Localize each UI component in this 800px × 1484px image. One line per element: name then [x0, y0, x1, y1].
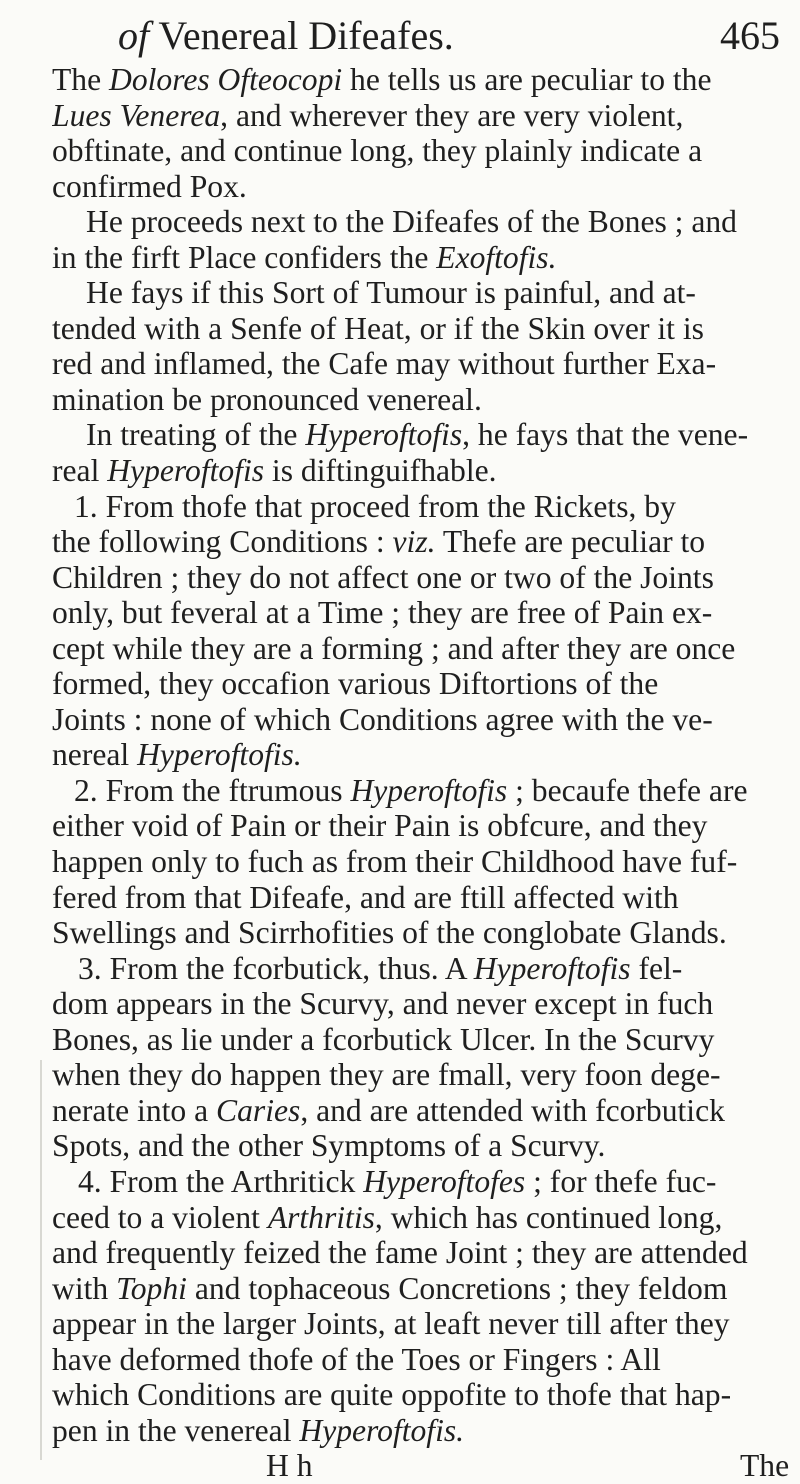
italic-text: Dolores Ofteocopi	[109, 62, 343, 97]
text-line	[52, 1093, 792, 1129]
gutter-shadow	[40, 1060, 42, 1460]
text-line	[52, 98, 792, 134]
text-line	[52, 1164, 792, 1200]
text-run: fered from that Difeafe, and are ftill affected with	[52, 879, 679, 915]
text-line	[52, 1128, 792, 1164]
text-run: , he fays that the vene-	[462, 417, 749, 453]
text-run: ceed to a violent	[52, 1199, 268, 1235]
text-run: , which has continued long,	[374, 1199, 723, 1235]
text-run: and frequently feized the fame Joint ; they are attended	[52, 1235, 748, 1271]
catchword: The	[740, 1448, 790, 1484]
text-run: 4. From the Arthritick	[78, 1163, 364, 1199]
text-run: real	[52, 453, 108, 489]
italic-text: Lues Venerea	[52, 97, 221, 133]
text-run: happen only to fuch as from their Childhood have fuf-	[52, 844, 738, 880]
text-line	[52, 311, 792, 347]
text-line	[52, 382, 792, 418]
text-run: The	[52, 62, 110, 97]
running-header	[100, 10, 780, 62]
text-run: appear in the larger Joints, at leaft never till after they	[52, 1306, 730, 1342]
text-line	[52, 204, 792, 240]
text-run: confirmed Pox.	[52, 168, 247, 204]
text-line	[52, 62, 792, 98]
italic-text: Hyperoftofis	[305, 417, 463, 453]
italic-text: Hyperoftofis.	[137, 737, 302, 773]
text-line	[52, 524, 792, 560]
italic-text: Caries	[216, 1092, 301, 1128]
text-line	[52, 702, 792, 738]
text-line	[52, 453, 792, 489]
text-run: 3. From the fcorbutick, thus. A	[78, 950, 474, 986]
text-run: cept while they are a forming ; and after they are once	[52, 630, 736, 666]
text-line	[52, 631, 792, 667]
text-run: Children ; they do not affect one or two of the Joints	[52, 559, 714, 595]
text-run: is diftinguifhable.	[264, 453, 497, 489]
text-run: formed, they occafion various Diftortions of the	[52, 666, 659, 702]
text-line	[52, 808, 792, 844]
text-line	[52, 666, 792, 702]
text-run: pen in the venereal	[52, 1412, 300, 1448]
italic-text: Hyperoftofis	[350, 772, 508, 808]
text-line	[52, 1413, 792, 1449]
text-run: ; for thefe fuc-	[525, 1163, 717, 1199]
text-line	[52, 1342, 792, 1378]
text-line	[52, 1200, 792, 1236]
text-run: He fays if this Sort of Tumour is painful, and at-	[86, 275, 696, 311]
text-run: , and are attended with fcorbutick	[300, 1092, 725, 1128]
text-line	[52, 880, 792, 916]
italic-text: Tophi	[116, 1270, 187, 1306]
text-run: red and inflamed, the Cafe may without further Exa-	[52, 346, 717, 382]
text-run: tended with a Senfe of Heat, or if the Skin over it is	[52, 310, 704, 346]
text-run: 2. From the ftrumous	[74, 772, 351, 808]
text-line	[52, 595, 792, 631]
text-line	[52, 915, 792, 951]
text-run: , and wherever they are very violent,	[220, 97, 684, 133]
text-run: when they do happen they are fmall, very foon dege-	[52, 1057, 721, 1093]
italic-text: Hyperoftofis	[107, 453, 265, 489]
text-run: 1. From thofe that proceed from the Rickets, by	[74, 488, 676, 524]
running-title	[118, 10, 454, 62]
running-title-text: Venereal Difeafes.	[158, 13, 454, 58]
text-line	[52, 133, 792, 169]
text-run: nereal	[52, 737, 138, 773]
text-line	[52, 1271, 792, 1307]
text-run: obftinate, and continue long, they plainly indicate a	[52, 133, 703, 169]
italic-text: Arthritis	[267, 1199, 375, 1235]
running-title-prefix: of	[118, 13, 150, 58]
text-run: Joints : none of which Conditions agree with the ve-	[52, 701, 713, 737]
text-run: only, but feveral at a Time ; they are free of Pain ex-	[52, 595, 713, 631]
text-run: have deformed thofe of the Toes or Fingers : All	[52, 1341, 661, 1377]
text-line	[52, 773, 792, 809]
text-run: In treating of the	[86, 417, 306, 453]
catchline	[52, 1448, 792, 1484]
text-line	[52, 275, 792, 311]
text-run: fel-	[630, 950, 683, 986]
text-run: Bones, as lie under a fcorbutick Ulcer. In the Scurvy	[52, 1021, 715, 1057]
text-line	[52, 1057, 792, 1093]
italic-text: viz.	[392, 524, 436, 560]
text-run: in the firft Place confiders the	[52, 239, 437, 275]
text-run: either void of Pain or their Pain is obfcure, and they	[52, 808, 708, 844]
text-run: mination be pronounced venereal.	[52, 381, 482, 417]
page-number: 465	[720, 13, 780, 58]
text-line	[52, 240, 792, 276]
text-run: dom appears in the Scurvy, and never except in fuch	[52, 986, 714, 1022]
text-line	[52, 560, 792, 596]
italic-text: Exoftofis.	[436, 239, 557, 275]
text-line	[52, 169, 792, 205]
text-run: He proceeds next to the Difeafes of the Bones ; and	[86, 204, 737, 240]
text-line	[52, 346, 792, 382]
text-run: Spots, and the other Symptoms of a Scurvy.	[52, 1128, 606, 1164]
text-line	[52, 489, 792, 525]
text-run: Swellings and Scirrhofities of the conglobate Glands.	[52, 915, 727, 951]
text-line	[52, 1377, 792, 1413]
text-run: he tells us are peculiar to the	[342, 62, 712, 97]
text-run: with	[52, 1270, 117, 1306]
text-line	[52, 986, 792, 1022]
text-run: the following Conditions :	[52, 524, 393, 560]
text-run: Thefe are peculiar to	[435, 524, 706, 560]
text-line	[52, 951, 792, 987]
text-run: nerate into a	[52, 1092, 217, 1128]
italic-text: Hyperoftofes	[363, 1163, 526, 1199]
text-run: which Conditions are quite oppofite to thofe that hap-	[52, 1377, 732, 1413]
text-line	[52, 1306, 792, 1342]
italic-text: Hyperoftofis.	[299, 1412, 465, 1448]
text-line	[52, 844, 792, 880]
text-body	[52, 62, 792, 1484]
text-line	[52, 1235, 792, 1271]
text-line	[52, 417, 792, 453]
signature-mark: H h	[266, 1448, 313, 1484]
text-run: ; becaufe thefe are	[507, 772, 748, 808]
italic-text: Hyperoftofis	[473, 950, 631, 986]
text-line	[52, 737, 792, 773]
text-line	[52, 1022, 792, 1058]
text-run: and tophaceous Concretions ; they feldom	[186, 1270, 728, 1306]
